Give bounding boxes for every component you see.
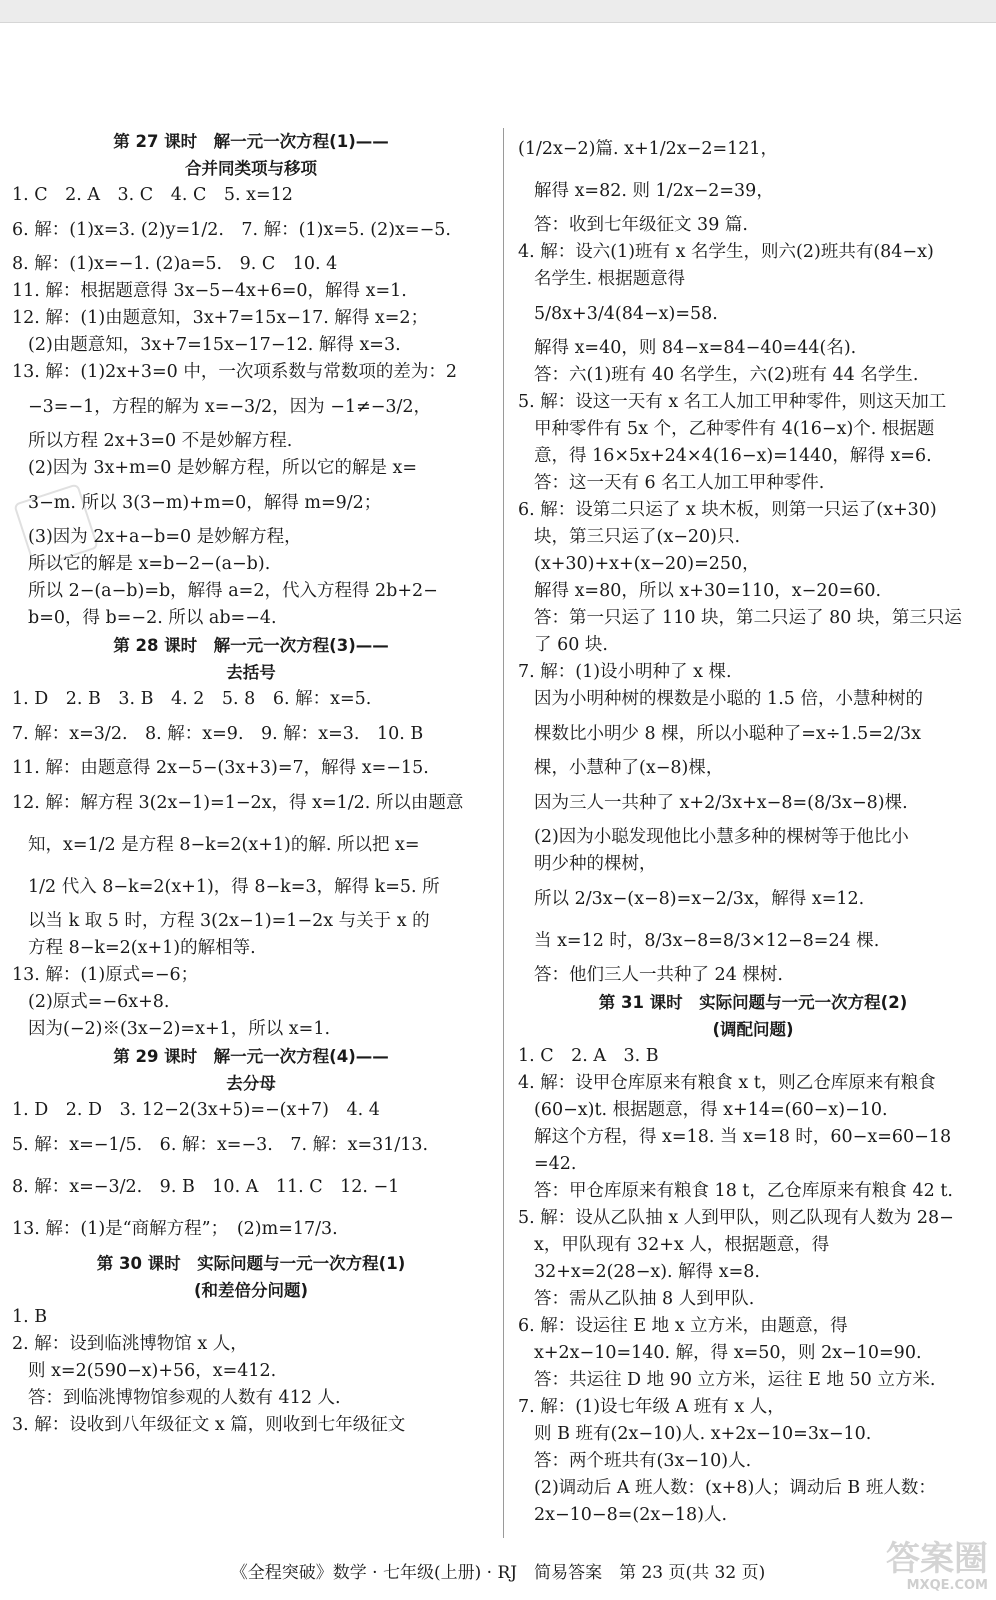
answer-line: 13. 解：(1)2x+3=0 中，一次项系数与常数项的差为：2 (12, 362, 457, 382)
answer-line: 当 x=12 时，8/3x−8=8/3×12−8=24 棵. (534, 931, 880, 951)
answer-line: (2)调动后 A 班人数：(x+8)人；调动后 B 班人数： (534, 1478, 936, 1498)
page-footer: 《全程突破》数学 · 七年级(上册) · RJ 简易答案 第 23 页(共 32 页) (230, 1563, 766, 1583)
answer-line: 4. 解：设甲仓库原来有粮食 x t，则乙仓库原来有粮食 (518, 1073, 936, 1093)
answer-line: 答：两个班共有(3x−10)人. (534, 1451, 752, 1471)
answer-line: 以当 k 取 5 时，方程 3(2x−1)=1−2x 与关于 x 的 (28, 911, 430, 931)
answer-line: x+2x−10=140. 解，得 x=50，则 2x−10=90. (534, 1343, 922, 1363)
lesson-title: 第 30 课时 实际问题与一元一次方程(1) (96, 1254, 406, 1273)
answer-line: 13. 解：(1)是“商解方程”； (2)m=17/3. (12, 1219, 338, 1239)
answer-line: 2x−10−8=(2x−18)人. (534, 1505, 728, 1525)
answer-line: 因为小明种树的棵数是小聪的 1.5 倍，小慧种树的 (534, 689, 923, 709)
lesson-title: 第 28 课时 解一元一次方程(3)—— (113, 636, 389, 655)
answer-line: 则 x=2(590−x)+56，x=412. (28, 1361, 277, 1381)
answer-line: x，甲队现有 32+x 人，根据题意，得 (534, 1235, 830, 1255)
answer-line: 答：收到七年级征文 39 篇. (534, 215, 748, 235)
answer-line: (x+30)+x+(x−20)=250， (534, 554, 760, 574)
lesson-subtitle: 合并同类项与移项 (185, 159, 317, 178)
answer-line: (2)因为小聪发现他比小慧多种的棵树等于他比小 (534, 827, 909, 847)
answer-line: 答：这一天有 6 名工人加工甲种零件. (534, 473, 825, 493)
answer-line: 答：第一只运了 110 块，第二只运了 80 块，第三只运 (534, 608, 962, 628)
answer-line: 7. 解：x=3/2. 8. 解：x=9. 9. 解：x=3. 10. B (12, 724, 424, 744)
answer-line: 32+x=2(28−x). 解得 x=8. (534, 1262, 760, 1282)
lesson-title: 第 31 课时 实际问题与一元一次方程(2) (598, 993, 908, 1012)
answer-line: 8. 解：(1)x=−1. (2)a=5. 9. C 10. 4 (12, 254, 338, 274)
watermark-logo (886, 1540, 988, 1594)
answer-line: 1. C 2. A 3. B (518, 1046, 659, 1066)
answer-line: 甲种零件有 5x 个，乙种零件有 4(16−x)个. 根据题 (534, 419, 935, 439)
answer-line: 因为(−2)※(3x−2)=x+1，所以 x=1. (28, 1019, 331, 1039)
answer-line: 则 B 班有(2x−10)人. x+2x−10=3x−10. (534, 1424, 872, 1444)
answer-line: 5. 解：设这一天有 x 名工人加工甲种零件，则这天加工 (518, 392, 947, 412)
answer-line: 名学生. 根据题意得 (534, 269, 686, 289)
answer-line: 答：他们三人一共种了 24 棵树. (534, 965, 783, 985)
answer-line: 5. 解：设从乙队抽 x 人到甲队，则乙队现有人数为 28− (518, 1208, 954, 1228)
answer-line: 8. 解：x=−3/2. 9. B 10. A 11. C 12. −1 (12, 1177, 400, 1197)
answer-line: 答：到临洮博物馆参观的人数有 412 人. (28, 1388, 341, 1408)
answer-line: 12. 解：(1)由题意知，3x+7=15x−17. 解得 x=2； (12, 308, 429, 328)
answer-line: 5/8x+3/4(84−x)=58. (534, 304, 718, 324)
answer-line: 1/2 代入 8−k=2(x+1)，得 8−k=3，解得 k=5. 所 (28, 877, 440, 897)
answer-line: (3)因为 2x+a−b=0 是妙解方程， (28, 527, 302, 547)
answer-line: 答：需从乙队抽 8 人到甲队. (534, 1289, 755, 1309)
answer-line: 答：甲仓库原来有粮食 18 t，乙仓库原来有粮食 42 t. (534, 1181, 953, 1201)
answer-line: (2)因为 3x+m=0 是妙解方程，所以它的解是 x= (28, 458, 418, 478)
answer-line: 棵数比小明少 8 棵，所以小聪种了=x÷1.5=2/3x (534, 724, 921, 744)
answer-line: 5. 解：x=−1/5. 6. 解：x=−3. 7. 解：x=31/13. (12, 1135, 429, 1155)
answer-line: 所以方程 2x+3=0 不是妙解方程. (28, 431, 293, 451)
answer-line: 6. 解：(1)x=3. (2)y=1/2. 7. 解：(1)x=5. (2)x=−5. (12, 220, 451, 240)
answer-line: 4. 解：设六(1)班有 x 名学生，则六(2)班共有(84−x) (518, 242, 934, 262)
answer-line: 2. 解：设到临洮博物馆 x 人， (12, 1334, 248, 1354)
answer-line: 所以它的解是 x=b−2−(a−b). (28, 554, 271, 574)
watermark-text: 答案圈 (886, 1539, 988, 1579)
answer-line: 7. 解：(1)设七年级 A 班有 x 人， (518, 1397, 785, 1417)
answer-line: (1/2x−2)篇. x+1/2x−2=121， (518, 139, 779, 159)
answer-line: 意，得 16×5x+24×4(16−x)=1440，解得 x=6. (534, 446, 932, 466)
watermark-url: MXQE.COM (906, 1578, 988, 1593)
lesson-subtitle: (调配问题) (712, 1020, 794, 1039)
answer-line: 1. D 2. D 3. 12−2(3x+5)=−(x+7) 4. 4 (12, 1100, 380, 1120)
left-column (12, 128, 490, 1439)
answer-line: 13. 解：(1)原式=−6； (12, 965, 199, 985)
lesson-subtitle: (和差倍分问题) (193, 1281, 309, 1300)
answer-line: 块，第三只运了(x−20)只. (534, 527, 741, 547)
answer-line: 所以 2/3x−(x−8)=x−2/3x，解得 x=12. (534, 889, 865, 909)
answer-line: 了 60 块. (534, 635, 608, 655)
lesson-title: 第 27 课时 解一元一次方程(1)—— (113, 132, 389, 151)
answer-line: 3−m. 所以 3(3−m)+m=0，解得 m=9/2； (28, 493, 382, 513)
answer-line: =42. (534, 1154, 577, 1174)
lesson-subtitle: 去分母 (226, 1074, 276, 1093)
answer-line: 方程 8−k=2(x+1)的解相等. (28, 938, 256, 958)
answer-line: 解得 x=82. 则 1/2x−2=39， (534, 181, 774, 201)
answer-line: 因为三人一共种了 x+2/3x+x−8=(8/3x−8)棵. (534, 793, 908, 813)
answer-line: 所以 2−(a−b)=b，解得 a=2，代入方程得 2b+2− (28, 581, 438, 601)
scan-top-edge (0, 0, 996, 23)
answer-line: 7. 解：(1)设小明种了 x 棵. (518, 662, 732, 682)
answer-line: 6. 解：设第二只运了 x 块木板，则第一只运了(x+30) (518, 500, 937, 520)
answer-line: 11. 解：由题意得 2x−5−(3x+3)=7，解得 x=−15. (12, 758, 429, 778)
answer-line: 1. D 2. B 3. B 4. 2 5. 8 6. 解：x=5. (12, 689, 372, 709)
answer-line: 6. 解：设运往 E 地 x 立方米，由题意，得 (518, 1316, 848, 1336)
answer-line: 11. 解：根据题意得 3x−5−4x+6=0，解得 x=1. (12, 281, 407, 301)
answer-line: (2)原式=−6x+8. (28, 992, 170, 1012)
answer-line: 1. B (12, 1307, 48, 1327)
answer-line: 明少种的棵树， (534, 854, 657, 874)
answer-line: −3=−1，方程的解为 x=−3/2，因为 −1≠−3/2， (28, 397, 432, 417)
answer-line: 解得 x=80，所以 x+30=110，x−20=60. (534, 581, 882, 601)
answer-line: 答：六(1)班有 40 名学生，六(2)班有 44 名学生. (534, 365, 919, 385)
lesson-subtitle: 去括号 (226, 663, 276, 682)
answer-line: 棵，小慧种了(x−8)棵， (534, 758, 724, 778)
answer-line: 1. C 2. A 3. C 4. C 5. x=12 (12, 185, 293, 205)
right-column (518, 128, 988, 1529)
answer-line: 解这个方程，得 x=18. 当 x=18 时，60−x=60−18 (534, 1127, 952, 1147)
column-divider (503, 128, 504, 1538)
answer-line: 知，x=1/2 是方程 8−k=2(x+1)的解. 所以把 x= (28, 835, 420, 855)
answer-line: 答：共运往 D 地 90 立方米，运往 E 地 50 立方米. (534, 1370, 936, 1390)
answer-line: b=0，得 b=−2. 所以 ab=−4. (28, 608, 277, 628)
answer-line: 3. 解：设收到八年级征文 x 篇，则收到七年级征文 (12, 1415, 406, 1435)
answer-line: (60−x)t. 根据题意，得 x+14=(60−x)−10. (534, 1100, 888, 1120)
lesson-title: 第 29 课时 解一元一次方程(4)—— (113, 1047, 389, 1066)
answer-line: 解得 x=40，则 84−x=84−40=44(名). (534, 338, 857, 358)
answer-line: (2)由题意知，3x+7=15x−17−12. 解得 x=3. (28, 335, 401, 355)
answer-line: 12. 解：解方程 3(2x−1)=1−2x，得 x=1/2. 所以由题意 (12, 793, 464, 813)
